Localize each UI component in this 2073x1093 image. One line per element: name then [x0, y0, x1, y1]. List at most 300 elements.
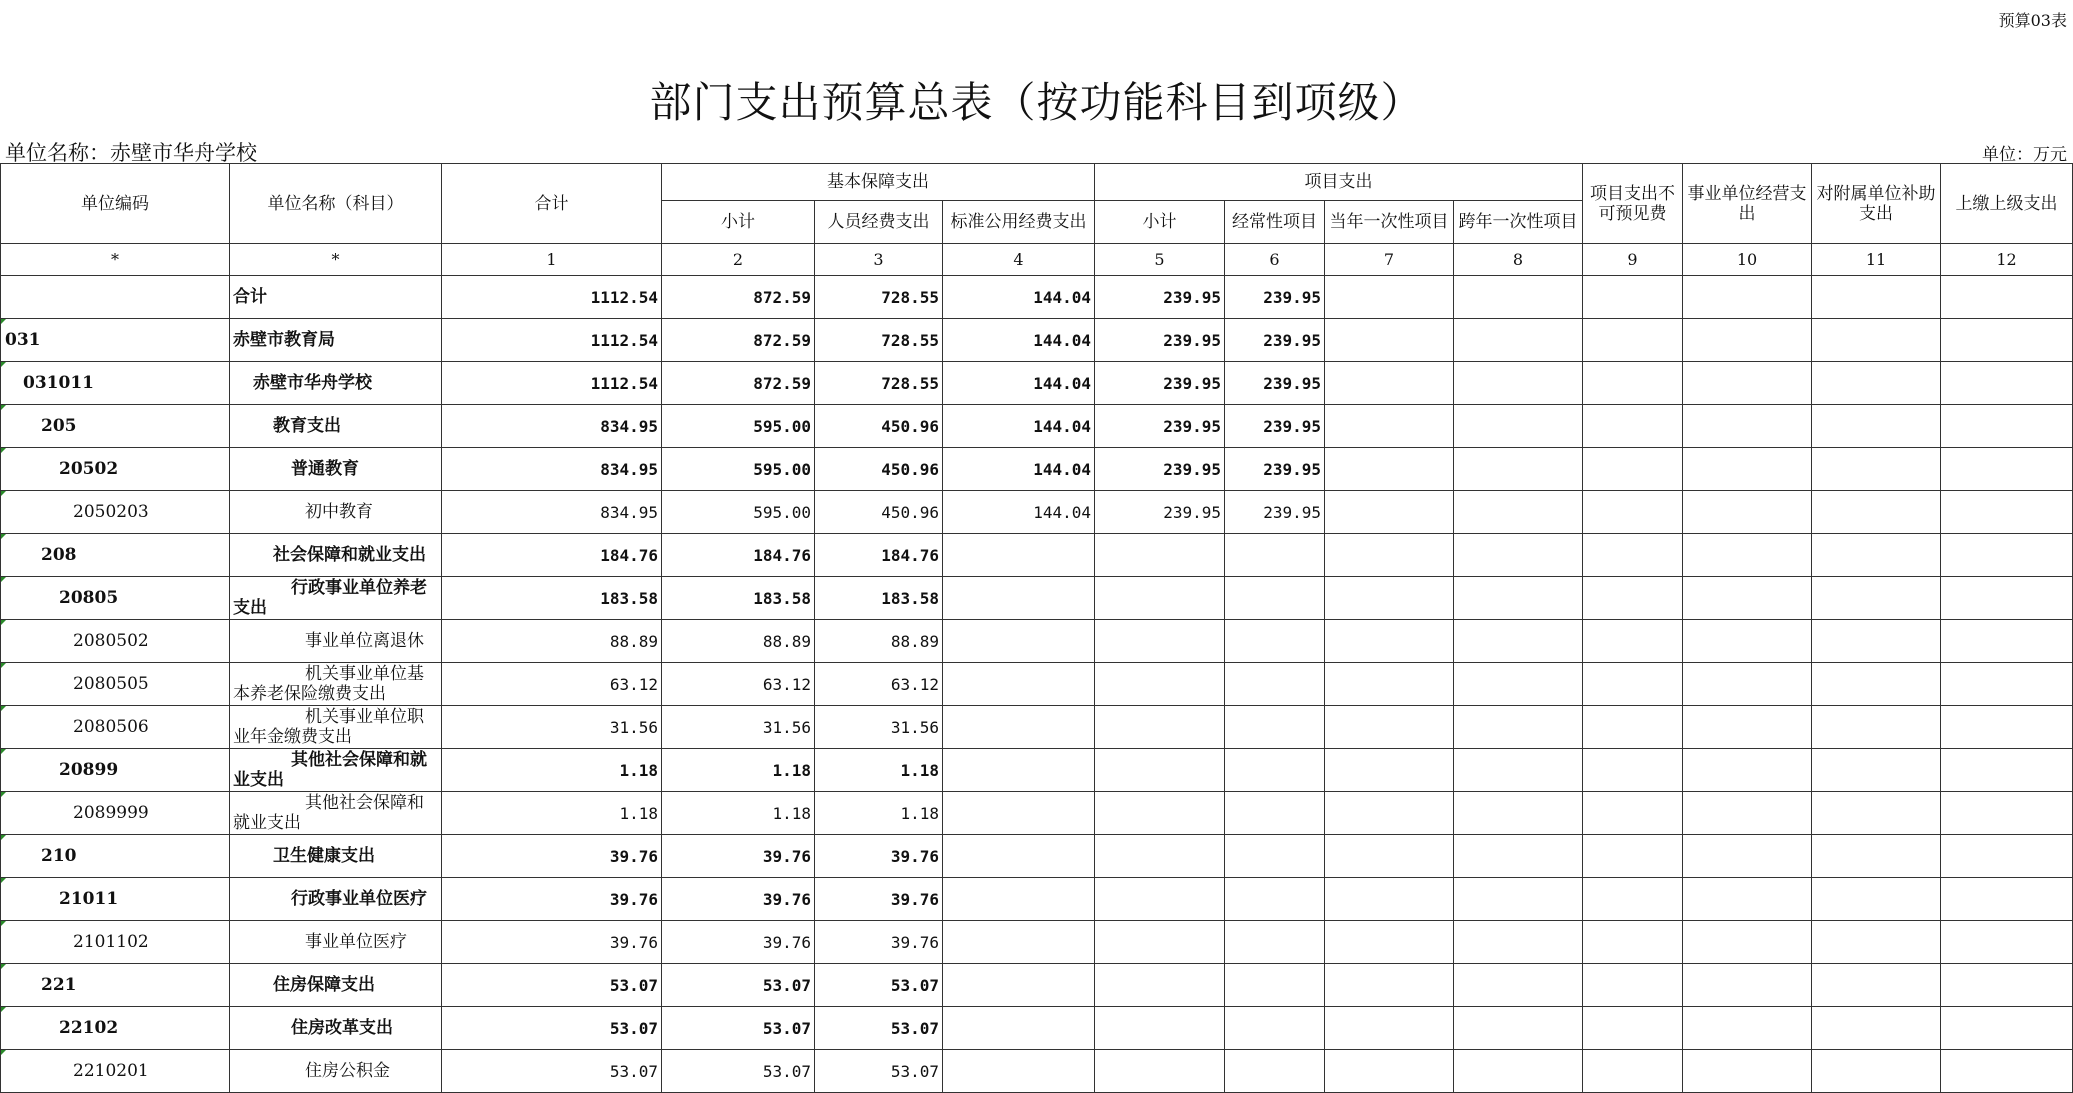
row-value-cell: [1683, 577, 1812, 620]
row-value-cell: [1325, 276, 1454, 319]
row-value-cell: [1454, 448, 1583, 491]
row-code-cell: 2101102: [1, 921, 230, 964]
row-value-cell: [1812, 1050, 1941, 1093]
row-name-text: 社会保障和就业支出: [273, 545, 426, 565]
row-value-cell: [1454, 706, 1583, 749]
row-value-cell: [1095, 577, 1225, 620]
row-value-cell: [1683, 620, 1812, 663]
row-name-cell: [230, 878, 442, 921]
row-code-cell: 221: [1, 964, 230, 1007]
row-name-text: 行政事业单位养老支出: [233, 578, 427, 618]
row-value-cell: [943, 792, 1095, 835]
row-value-cell: [1583, 921, 1683, 964]
row-name-text: 教育支出: [273, 416, 341, 436]
row-value-cell: [943, 921, 1095, 964]
row-code-cell: 031011: [1, 362, 230, 405]
row-name-cell: [230, 1050, 442, 1093]
row-name-cell: [230, 964, 442, 1007]
row-value-cell: [1583, 749, 1683, 792]
row-name-cell: [230, 792, 442, 835]
row-value-cell: [1812, 1007, 1941, 1050]
row-value-cell: [1325, 577, 1454, 620]
row-value-cell: 1112.54: [442, 276, 662, 319]
header-business-expense: 事业单位经营支出: [1683, 164, 1812, 244]
row-value-cell: 1.18: [442, 749, 662, 792]
table-row: [1, 491, 2073, 534]
row-name-cell: [230, 620, 442, 663]
index-cell: 1: [442, 244, 662, 276]
row-value-cell: 595.00: [662, 448, 815, 491]
row-value-cell: [1941, 749, 2073, 792]
row-value-cell: [1683, 921, 1812, 964]
row-value-cell: [1095, 878, 1225, 921]
row-value-cell: 183.58: [662, 577, 815, 620]
row-name-cell: [230, 534, 442, 577]
row-value-cell: 184.76: [815, 534, 943, 577]
row-value-cell: 63.12: [662, 663, 815, 706]
row-value-cell: [1683, 706, 1812, 749]
row-value-cell: [1683, 663, 1812, 706]
unit-measure-label: 单位：万元: [1982, 145, 2067, 165]
row-value-cell: [1941, 276, 2073, 319]
row-value-cell: [1583, 1007, 1683, 1050]
row-value-cell: [1812, 792, 1941, 835]
row-value-cell: 184.76: [442, 534, 662, 577]
header-total: 合计: [442, 164, 662, 244]
row-value-cell: [1583, 964, 1683, 1007]
row-value-cell: 53.07: [815, 1007, 943, 1050]
table-number-label: 预算03表: [1998, 11, 2067, 30]
row-value-cell: [1583, 663, 1683, 706]
row-value-cell: [1812, 921, 1941, 964]
row-code-cell: [1, 276, 230, 319]
row-value-cell: [1941, 319, 2073, 362]
row-value-cell: [1683, 491, 1812, 534]
row-value-cell: [1583, 792, 1683, 835]
row-value-cell: [1941, 921, 2073, 964]
row-value-cell: [1454, 276, 1583, 319]
row-value-cell: [1095, 706, 1225, 749]
row-value-cell: [1812, 276, 1941, 319]
row-value-cell: [1812, 663, 1941, 706]
index-cell: 10: [1683, 244, 1812, 276]
row-value-cell: [1325, 1050, 1454, 1093]
budget-table: [0, 163, 2073, 1093]
header-subsidy-affiliates: 对附属单位补助支出: [1812, 164, 1941, 244]
table-row: [1, 1007, 2073, 1050]
row-name-text: 赤壁市教育局: [233, 330, 335, 350]
row-name-cell: [230, 1007, 442, 1050]
row-value-cell: 144.04: [943, 491, 1095, 534]
row-value-cell: [1454, 921, 1583, 964]
row-value-cell: [943, 835, 1095, 878]
row-value-cell: 183.58: [815, 577, 943, 620]
row-value-cell: [1325, 319, 1454, 362]
row-value-cell: [1812, 878, 1941, 921]
header-basic-public: 标准公用经费支出: [943, 201, 1095, 244]
row-value-cell: [1095, 534, 1225, 577]
table-row: [1, 1050, 2073, 1093]
row-value-cell: [1325, 792, 1454, 835]
row-value-cell: [1812, 964, 1941, 1007]
index-cell: *: [1, 244, 230, 276]
row-value-cell: 39.76: [662, 921, 815, 964]
column-index-row: [1, 244, 2073, 276]
row-value-cell: [1225, 577, 1325, 620]
row-value-cell: [1583, 620, 1683, 663]
row-value-cell: [943, 663, 1095, 706]
row-value-cell: [1583, 1050, 1683, 1093]
row-value-cell: [1941, 534, 2073, 577]
row-value-cell: 63.12: [815, 663, 943, 706]
row-name-cell: [230, 362, 442, 405]
row-value-cell: [1583, 448, 1683, 491]
row-value-cell: [943, 964, 1095, 1007]
index-cell: 11: [1812, 244, 1941, 276]
row-value-cell: 53.07: [662, 964, 815, 1007]
row-value-cell: [1325, 1007, 1454, 1050]
row-value-cell: 834.95: [442, 448, 662, 491]
row-value-cell: 728.55: [815, 362, 943, 405]
row-name-text: 机关事业单位职业年金缴费支出: [233, 707, 424, 747]
row-code-cell: 20805: [1, 577, 230, 620]
table-row: [1, 835, 2073, 878]
row-value-cell: [1812, 448, 1941, 491]
row-value-cell: [1454, 620, 1583, 663]
row-value-cell: [1812, 405, 1941, 448]
table-row: [1, 964, 2073, 1007]
row-value-cell: 53.07: [815, 1050, 943, 1093]
row-value-cell: [1095, 1050, 1225, 1093]
row-value-cell: 1.18: [815, 749, 943, 792]
row-value-cell: [943, 577, 1095, 620]
row-name-text: 住房保障支出: [273, 975, 375, 995]
row-value-cell: 595.00: [662, 405, 815, 448]
row-value-cell: 31.56: [442, 706, 662, 749]
header-project-subtotal: 小计: [1095, 201, 1225, 244]
row-value-cell: [1941, 878, 2073, 921]
row-value-cell: [1095, 921, 1225, 964]
row-code-cell: 22102: [1, 1007, 230, 1050]
row-value-cell: 144.04: [943, 362, 1095, 405]
row-value-cell: 239.95: [1095, 448, 1225, 491]
row-value-cell: [1683, 878, 1812, 921]
unit-name-label: 单位名称：赤壁市华舟学校: [5, 141, 257, 165]
row-value-cell: [1683, 1050, 1812, 1093]
row-value-cell: 239.95: [1225, 276, 1325, 319]
table-row: [1, 663, 2073, 706]
row-code-cell: 20899: [1, 749, 230, 792]
table-row: [1, 276, 2073, 319]
index-cell: 12: [1941, 244, 2073, 276]
row-value-cell: [1454, 534, 1583, 577]
row-value-cell: [1454, 663, 1583, 706]
row-value-cell: [1454, 319, 1583, 362]
row-value-cell: [1683, 964, 1812, 1007]
row-value-cell: 239.95: [1095, 362, 1225, 405]
row-value-cell: [1225, 1007, 1325, 1050]
row-value-cell: [1583, 878, 1683, 921]
row-value-cell: 239.95: [1225, 405, 1325, 448]
index-cell: 4: [943, 244, 1095, 276]
row-value-cell: [1325, 534, 1454, 577]
row-value-cell: [1325, 706, 1454, 749]
row-value-cell: [1583, 276, 1683, 319]
row-name-cell: [230, 276, 442, 319]
row-value-cell: 144.04: [943, 448, 1095, 491]
row-value-cell: [1941, 1050, 2073, 1093]
row-name-text: 其他社会保障和就业支出: [233, 793, 424, 833]
row-value-cell: 239.95: [1225, 448, 1325, 491]
row-name-cell: [230, 319, 442, 362]
row-value-cell: 1.18: [815, 792, 943, 835]
row-value-cell: [1325, 964, 1454, 1007]
row-value-cell: [1812, 362, 1941, 405]
row-value-cell: [1683, 534, 1812, 577]
row-value-cell: [1454, 792, 1583, 835]
row-value-cell: [1683, 1007, 1812, 1050]
index-cell: 5: [1095, 244, 1225, 276]
row-value-cell: 53.07: [662, 1050, 815, 1093]
row-value-cell: [1454, 491, 1583, 534]
row-value-cell: [1941, 835, 2073, 878]
row-value-cell: [1225, 878, 1325, 921]
row-name-text: 合计: [233, 287, 267, 307]
row-code-cell: 20502: [1, 448, 230, 491]
row-value-cell: [1454, 835, 1583, 878]
row-value-cell: 39.76: [442, 921, 662, 964]
index-cell: *: [230, 244, 442, 276]
row-value-cell: [1812, 749, 1941, 792]
row-value-cell: 39.76: [662, 835, 815, 878]
row-name-cell: [230, 663, 442, 706]
header-basic-group: 基本保障支出: [662, 164, 1095, 201]
row-code-cell: 2210201: [1, 1050, 230, 1093]
row-value-cell: [1454, 405, 1583, 448]
table-row: [1, 921, 2073, 964]
table-row: [1, 362, 2073, 405]
row-name-text: 普通教育: [291, 459, 359, 479]
table-row: [1, 878, 2073, 921]
row-name-text: 赤壁市华舟学校: [253, 373, 372, 393]
header-basic-personnel: 人员经费支出: [815, 201, 943, 244]
index-cell: 8: [1454, 244, 1583, 276]
row-value-cell: 39.76: [815, 835, 943, 878]
row-value-cell: [1583, 491, 1683, 534]
row-value-cell: 450.96: [815, 448, 943, 491]
row-code-cell: 210: [1, 835, 230, 878]
row-value-cell: [1325, 749, 1454, 792]
row-value-cell: [943, 749, 1095, 792]
row-value-cell: 39.76: [662, 878, 815, 921]
row-value-cell: 53.07: [442, 1050, 662, 1093]
row-value-cell: [1583, 577, 1683, 620]
row-value-cell: 144.04: [943, 319, 1095, 362]
row-value-cell: 595.00: [662, 491, 815, 534]
row-value-cell: [1583, 534, 1683, 577]
row-value-cell: [1812, 706, 1941, 749]
row-code-cell: 21011: [1, 878, 230, 921]
row-value-cell: [1683, 405, 1812, 448]
row-value-cell: [1941, 964, 2073, 1007]
row-value-cell: 728.55: [815, 276, 943, 319]
row-name-text: 住房公积金: [305, 1061, 390, 1081]
row-value-cell: 53.07: [815, 964, 943, 1007]
row-value-cell: 872.59: [662, 362, 815, 405]
row-value-cell: [1683, 276, 1812, 319]
row-value-cell: [1095, 620, 1225, 663]
row-value-cell: [1325, 405, 1454, 448]
row-value-cell: [1812, 534, 1941, 577]
row-value-cell: [1325, 878, 1454, 921]
row-name-cell: [230, 835, 442, 878]
row-value-cell: 239.95: [1095, 276, 1225, 319]
row-value-cell: 1.18: [662, 792, 815, 835]
row-name-text: 卫生健康支出: [273, 846, 375, 866]
row-value-cell: 834.95: [442, 491, 662, 534]
page-title: 部门支出预算总表（按功能科目到项级）: [649, 78, 1424, 127]
row-value-cell: [1941, 792, 2073, 835]
row-value-cell: [1454, 964, 1583, 1007]
row-value-cell: [1454, 1007, 1583, 1050]
row-value-cell: [1225, 792, 1325, 835]
row-name-cell: [230, 405, 442, 448]
row-value-cell: [1225, 534, 1325, 577]
row-value-cell: 450.96: [815, 405, 943, 448]
row-value-cell: [1325, 491, 1454, 534]
row-value-cell: 1112.54: [442, 362, 662, 405]
row-value-cell: [1454, 749, 1583, 792]
row-value-cell: 53.07: [442, 964, 662, 1007]
row-value-cell: 239.95: [1225, 362, 1325, 405]
row-name-cell: [230, 491, 442, 534]
header-row-group: [1, 164, 2073, 201]
row-value-cell: [1095, 1007, 1225, 1050]
row-name-text: 事业单位离退休: [305, 631, 424, 651]
row-value-cell: 88.89: [815, 620, 943, 663]
row-code-cell: 2080505: [1, 663, 230, 706]
row-value-cell: 39.76: [442, 878, 662, 921]
table-row: [1, 319, 2073, 362]
row-value-cell: [943, 878, 1095, 921]
row-value-cell: 450.96: [815, 491, 943, 534]
header-project-cross-once: 跨年一次性项目: [1454, 201, 1583, 244]
index-cell: 9: [1583, 244, 1683, 276]
row-value-cell: [1941, 620, 2073, 663]
row-value-cell: [1454, 878, 1583, 921]
row-value-cell: [1683, 362, 1812, 405]
row-value-cell: [1225, 749, 1325, 792]
row-value-cell: [1454, 577, 1583, 620]
row-value-cell: [1225, 1050, 1325, 1093]
header-project-unforeseen: 项目支出不可预见费: [1583, 164, 1683, 244]
index-cell: 6: [1225, 244, 1325, 276]
row-code-cell: 2050203: [1, 491, 230, 534]
header-basic-subtotal: 小计: [662, 201, 815, 244]
row-value-cell: [1941, 491, 2073, 534]
header-project-group: 项目支出: [1095, 164, 1583, 201]
row-value-cell: 1.18: [442, 792, 662, 835]
index-cell: 3: [815, 244, 943, 276]
row-value-cell: [1325, 448, 1454, 491]
row-value-cell: [1454, 1050, 1583, 1093]
row-value-cell: [1325, 620, 1454, 663]
row-code-cell: 205: [1, 405, 230, 448]
row-value-cell: [1941, 362, 2073, 405]
header-project-current-once: 当年一次性项目: [1325, 201, 1454, 244]
row-value-cell: [1325, 362, 1454, 405]
row-code-cell: 208: [1, 534, 230, 577]
row-value-cell: 239.95: [1225, 319, 1325, 362]
row-value-cell: [1583, 319, 1683, 362]
row-value-cell: [1095, 792, 1225, 835]
row-name-cell: [230, 921, 442, 964]
row-value-cell: [1325, 921, 1454, 964]
row-value-cell: [1683, 319, 1812, 362]
row-name-cell: [230, 749, 442, 792]
row-value-cell: [1683, 792, 1812, 835]
row-name-text: 行政事业单位医疗: [291, 889, 427, 909]
row-value-cell: [1225, 706, 1325, 749]
row-name-text: 事业单位医疗: [305, 932, 407, 952]
row-value-cell: 144.04: [943, 276, 1095, 319]
row-value-cell: 184.76: [662, 534, 815, 577]
row-value-cell: 1112.54: [442, 319, 662, 362]
row-value-cell: [1095, 835, 1225, 878]
row-value-cell: [1683, 749, 1812, 792]
row-value-cell: 144.04: [943, 405, 1095, 448]
row-value-cell: 872.59: [662, 319, 815, 362]
row-value-cell: [1812, 577, 1941, 620]
row-value-cell: 39.76: [815, 878, 943, 921]
row-value-cell: 239.95: [1095, 319, 1225, 362]
row-value-cell: 239.95: [1095, 491, 1225, 534]
row-code-cell: 2080502: [1, 620, 230, 663]
row-value-cell: [1225, 663, 1325, 706]
row-value-cell: [943, 1007, 1095, 1050]
row-value-cell: [1812, 491, 1941, 534]
row-value-cell: 31.56: [662, 706, 815, 749]
row-value-cell: 872.59: [662, 276, 815, 319]
row-value-cell: 728.55: [815, 319, 943, 362]
row-value-cell: 31.56: [815, 706, 943, 749]
table-row: [1, 448, 2073, 491]
row-value-cell: [1225, 921, 1325, 964]
row-value-cell: [943, 706, 1095, 749]
row-code-cell: 2080506: [1, 706, 230, 749]
row-value-cell: [1583, 835, 1683, 878]
row-value-cell: 1.18: [662, 749, 815, 792]
row-value-cell: [1812, 319, 1941, 362]
row-value-cell: 39.76: [815, 921, 943, 964]
row-name-cell: [230, 577, 442, 620]
row-value-cell: [943, 1050, 1095, 1093]
row-code-cell: 031: [1, 319, 230, 362]
table-row: [1, 577, 2073, 620]
table-row: [1, 749, 2073, 792]
table-row: [1, 405, 2073, 448]
table-row: [1, 534, 2073, 577]
row-value-cell: [1812, 620, 1941, 663]
row-value-cell: [1095, 663, 1225, 706]
row-value-cell: [1095, 964, 1225, 1007]
row-code-cell: 2089999: [1, 792, 230, 835]
row-value-cell: [1095, 749, 1225, 792]
row-value-cell: [1941, 577, 2073, 620]
row-name-text: 初中教育: [305, 502, 373, 522]
header-payment-superior: 上缴上级支出: [1941, 164, 2073, 244]
header-project-regular: 经常性项目: [1225, 201, 1325, 244]
